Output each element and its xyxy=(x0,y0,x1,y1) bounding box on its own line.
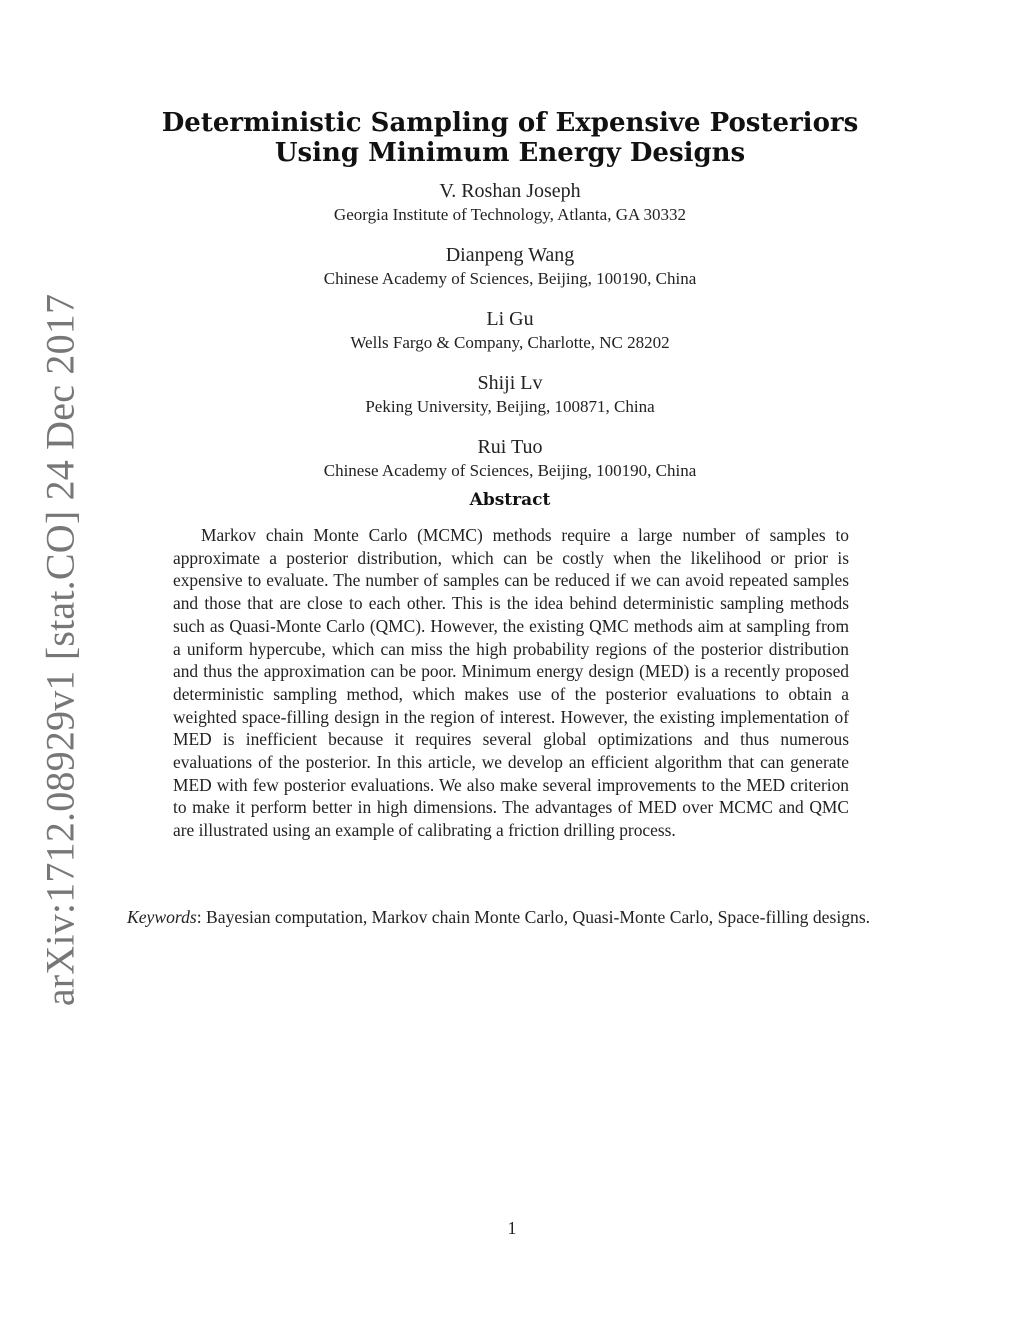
author-affiliation: Chinese Academy of Sciences, Beijing, 100190, China xyxy=(323,461,697,480)
author-block xyxy=(120,434,900,482)
paper-title xyxy=(120,108,900,168)
keywords-text: Bayesian computation, Markov chain Monte Carlo, Quasi-Monte Carlo, Space-filling designs. xyxy=(206,907,871,927)
author-name: Rui Tuo xyxy=(477,436,543,458)
author-name: Dianpeng Wang xyxy=(445,244,575,266)
author-affiliation: Peking University, Beijing, 100871, China xyxy=(365,397,655,416)
author-block xyxy=(120,306,900,354)
keywords-label: Keywords xyxy=(127,907,197,927)
title-line-2: Using Minimum Energy Designs xyxy=(274,138,746,168)
keywords-separator: : xyxy=(196,907,207,927)
arxiv-identifier-stamp: arXiv:1712.08929v1 [stat.CO] 24 Dec 2017 xyxy=(37,293,83,1007)
author-name: Li Gu xyxy=(486,308,534,330)
author-block xyxy=(120,370,900,418)
page-number: 1 xyxy=(507,1218,517,1238)
title-line-1: Deterministic Sampling of Expensive Posteriors xyxy=(161,108,859,138)
keywords-paragraph xyxy=(127,906,897,929)
abstract-heading: Abstract xyxy=(469,490,551,510)
author-name: V. Roshan Joseph xyxy=(439,180,581,202)
author-affiliation: Chinese Academy of Sciences, Beijing, 100190, China xyxy=(323,269,697,288)
abstract-text: Markov chain Monte Carlo (MCMC) methods require a large number of samples to approximate a posterior distribution, which can be costly when the likelihood or prior is expensive to evaluate. The number of samples can be reduced if we can avoid repeated samples and those that are close to each other. This is the idea behind deterministic sampling methods such as Quasi-Monte Carlo (QMC). However, the existing QMC methods aim at sampling from a uniform hypercube, which can miss the high probability regions of the posterior distribution and thus the approximation can be poor. Minimum energy design (MED) is a recently proposed deterministic sampling method, which makes use of the posterior evaluations to obtain a weighted space-filling design in the region of interest. However, the existing implementation of MED is inefficient because it requires several global optimizations and thus numerous evaluations of the posterior. In this article, we develop an efficient algorithm that can generate MED with few posterior evaluations. We also make several improvements to the MED criterion to make it perform better in high dimensions. The advantages of MED over MCMC and QMC are illustrated using an example of calibrating a friction drilling process. xyxy=(173,525,849,841)
author-affiliation: Georgia Institute of Technology, Atlanta, GA 30332 xyxy=(333,205,687,224)
author-affiliation: Wells Fargo & Company, Charlotte, NC 28202 xyxy=(350,333,670,352)
author-block xyxy=(120,178,900,226)
author-block xyxy=(120,242,900,290)
author-list xyxy=(120,178,900,498)
author-name: Shiji Lv xyxy=(477,372,543,394)
